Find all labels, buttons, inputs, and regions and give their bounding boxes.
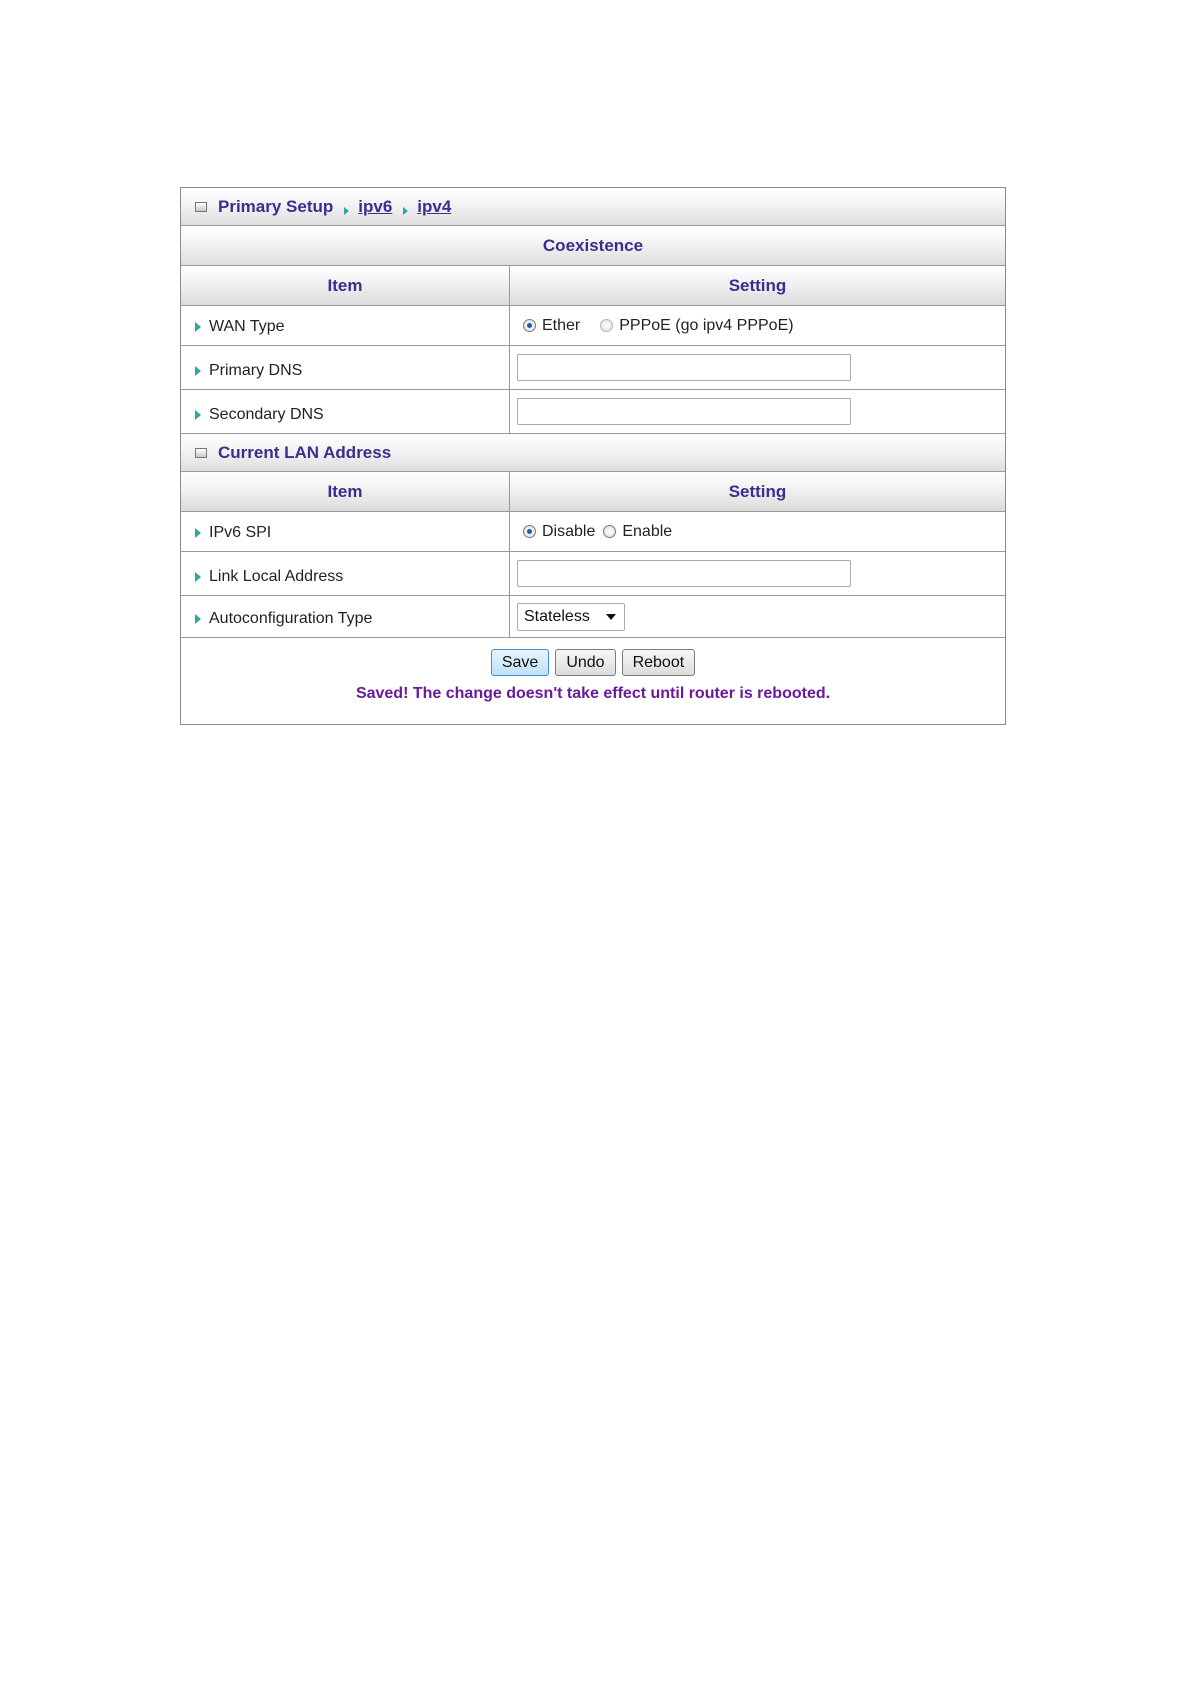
wan-type-ether-radio[interactable] [523, 319, 536, 332]
link-local-setting-cell [510, 552, 1005, 595]
column-header-item: Item [181, 266, 510, 305]
wan-type-pppoe-radio[interactable] [600, 319, 613, 332]
link-local-label: Link Local Address [209, 568, 344, 585]
coexistence-column-headers [181, 266, 1005, 306]
lan-heading-label: Current LAN Address [218, 442, 392, 462]
primary-dns-label: Primary DNS [209, 362, 303, 379]
breadcrumb-arrow-icon [403, 207, 408, 215]
autoconfig-select[interactable] [517, 603, 625, 631]
coexistence-heading [181, 226, 1005, 266]
undo-button[interactable]: Undo [555, 649, 615, 676]
secondary-dns-input[interactable] [517, 398, 851, 425]
wan-type-ether-label[interactable]: Ether [542, 316, 581, 334]
bullet-arrow-icon [195, 410, 201, 420]
ipv6-spi-row [181, 512, 1005, 552]
column-header-setting: Setting [510, 266, 1005, 305]
wan-type-row [181, 306, 1005, 346]
bullet-arrow-icon [195, 322, 201, 332]
column-header-setting: Setting [510, 472, 1005, 511]
autoconfig-label: Autoconfiguration Type [209, 610, 373, 627]
section-square-icon [195, 448, 207, 458]
ipv6-spi-label: IPv6 SPI [209, 524, 272, 541]
breadcrumb [181, 188, 1005, 226]
secondary-dns-label-cell [181, 390, 510, 433]
ipv6-spi-enable-radio[interactable] [603, 525, 616, 538]
ipv6-spi-radio-group [510, 512, 1005, 551]
bullet-arrow-icon [195, 528, 201, 538]
primary-dns-label-cell [181, 346, 510, 389]
action-footer [181, 638, 1005, 724]
bullet-arrow-icon [195, 614, 201, 624]
autoconfig-select-value: Stateless [524, 607, 590, 625]
wan-type-radio-group [510, 306, 1005, 345]
breadcrumb-link-ipv4[interactable]: ipv4 [417, 196, 452, 216]
section-square-icon [195, 202, 207, 212]
secondary-dns-setting-cell [510, 390, 1005, 433]
save-button[interactable]: Save [491, 649, 549, 676]
breadcrumb-link-ipv6[interactable]: ipv6 [358, 196, 393, 216]
lan-heading [181, 434, 1005, 472]
lan-column-headers [181, 472, 1005, 512]
link-local-row [181, 552, 1005, 596]
bullet-arrow-icon [195, 366, 201, 376]
autoconfig-row [181, 596, 1005, 638]
ipv6-spi-disable-label[interactable]: Disable [542, 522, 596, 540]
breadcrumb-title: Primary Setup [218, 196, 334, 216]
coexistence-heading-label: Coexistence [542, 235, 644, 255]
ipv6-spi-label-cell [181, 512, 510, 551]
setup-panel [180, 187, 1006, 725]
wan-type-pppoe-label[interactable]: PPPoE (go ipv4 PPPoE) [619, 316, 794, 334]
autoconfig-setting-cell [510, 596, 1005, 637]
primary-dns-setting-cell [510, 346, 1005, 389]
link-local-input[interactable] [517, 560, 851, 587]
ipv6-spi-enable-label[interactable]: Enable [622, 522, 673, 540]
secondary-dns-row [181, 390, 1005, 434]
wan-type-label-cell [181, 306, 510, 345]
ipv6-spi-disable-radio[interactable] [523, 525, 536, 538]
autoconfig-label-cell [181, 596, 510, 637]
chevron-down-icon [606, 614, 616, 620]
wan-type-label: WAN Type [209, 318, 285, 335]
breadcrumb-arrow-icon [344, 207, 349, 215]
bullet-arrow-icon [195, 572, 201, 582]
primary-dns-input[interactable] [517, 354, 851, 381]
status-message: Saved! The change doesn't take effect until router is rebooted. [355, 685, 831, 702]
primary-dns-row [181, 346, 1005, 390]
secondary-dns-label: Secondary DNS [209, 406, 324, 423]
column-header-item: Item [181, 472, 510, 511]
link-local-label-cell [181, 552, 510, 595]
reboot-button[interactable]: Reboot [622, 649, 696, 676]
action-buttons [491, 649, 695, 676]
